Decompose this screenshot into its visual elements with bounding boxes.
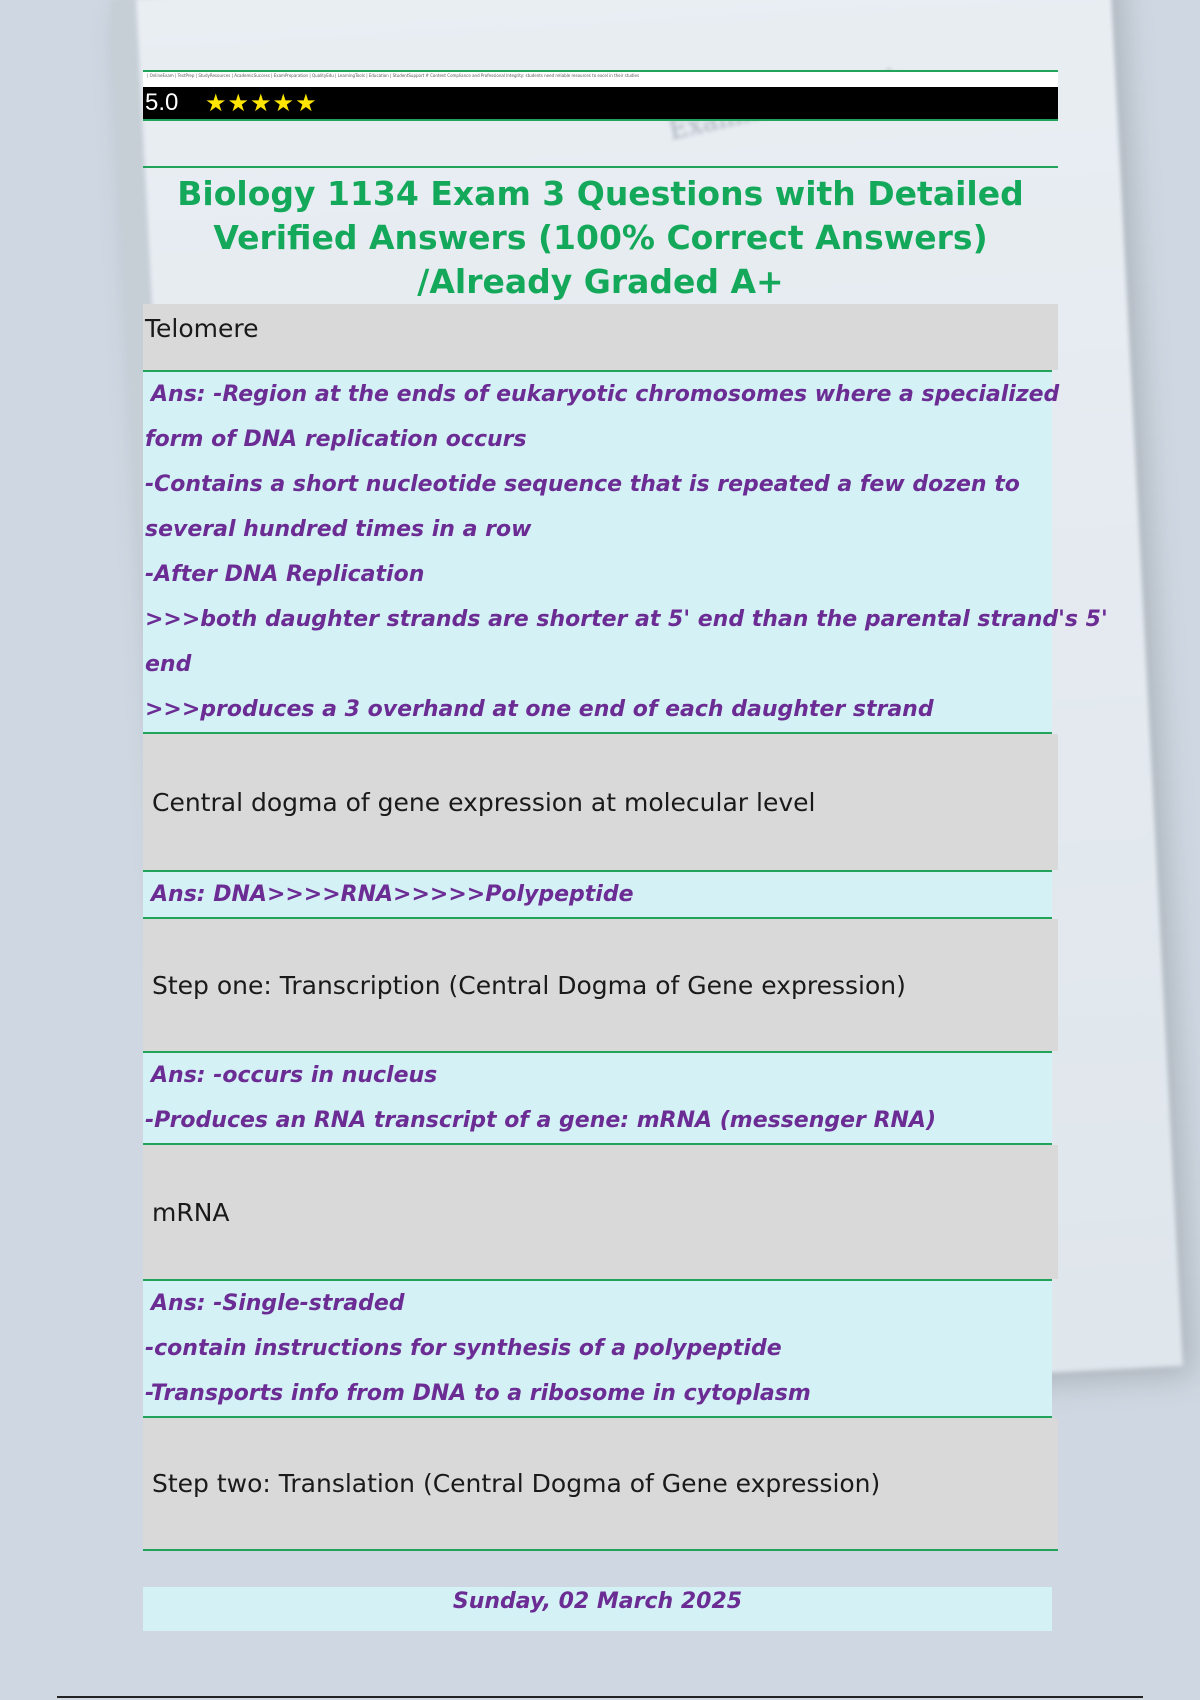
answer-mrna <box>143 1279 1052 1418</box>
answer-line: Ans: -Single-straded <box>151 1291 405 1316</box>
answer-line: end <box>145 652 192 677</box>
answer-line: -contain instructions for synthesis of a polypeptide <box>145 1336 782 1361</box>
answer-line: -Produces an RNA transcript of a gene: mRNA (messenger RNA) <box>145 1108 937 1133</box>
question-text: mRNA <box>152 1197 230 1227</box>
answer-telomere <box>143 370 1108 734</box>
header-fine-print: | OnlineExam | TestPrep | StudyResources | AcademicSuccess | ExamPreparation | QualityEdu | LearningTools | Education | StudentSupport # Content Compliance and Professional Integrity: students need reliable resources to excel in their studies <box>143 72 1058 87</box>
document-title: Biology 1134 Exam 3 Questions with Detailed Verified Answers (100% Correct Answers) /Already Graded A+ <box>177 174 1024 301</box>
document-date: Sunday, 02 March 2025 <box>143 1587 1052 1631</box>
question-text: Step one: Transcription (Central Dogma of Gene expression) <box>152 970 906 1000</box>
answer-line: -After DNA Replication <box>145 562 425 587</box>
answer-central-dogma <box>143 870 1052 919</box>
answer-line: Ans: DNA>>>>RNA>>>>>Polypeptide <box>151 882 634 907</box>
rating-stars-icon: ★★★★★ <box>205 89 318 117</box>
answer-line: -Transports info from DNA to a ribosome in cytoplasm <box>145 1381 811 1406</box>
question-translation <box>143 1418 1058 1551</box>
answer-line: form of DNA replication occurs <box>145 427 527 452</box>
answer-line: several hundred times in a row <box>145 517 532 542</box>
rating-score: 5.0 <box>145 89 179 116</box>
rating-bar <box>143 87 1058 121</box>
bottom-rule <box>57 1696 1143 1698</box>
answer-line: Ans: -occurs in nucleus <box>151 1063 438 1088</box>
question-mrna <box>143 1145 1058 1279</box>
document-page <box>143 70 1108 1631</box>
answer-transcription <box>143 1051 1052 1145</box>
answer-line: -Contains a short nucleotide sequence that is repeated a few dozen to <box>145 472 1020 497</box>
question-transcription <box>143 919 1058 1051</box>
question-central-dogma <box>143 734 1058 870</box>
title-block <box>143 166 1058 304</box>
question-text: Central dogma of gene expression at molecular level <box>152 787 816 817</box>
question-text: Step two: Translation (Central Dogma of Gene expression) <box>152 1469 881 1498</box>
question-telomere: Telomere <box>143 304 1058 370</box>
answer-line: Ans: -Region at the ends of eukaryotic chromosomes where a specialized <box>151 382 1060 407</box>
answer-line: >>>both daughter strands are shorter at 5' end than the parental strand's 5' <box>145 607 1108 632</box>
answer-line: >>>produces a 3 overhand at one end of each daughter strand <box>145 697 934 722</box>
